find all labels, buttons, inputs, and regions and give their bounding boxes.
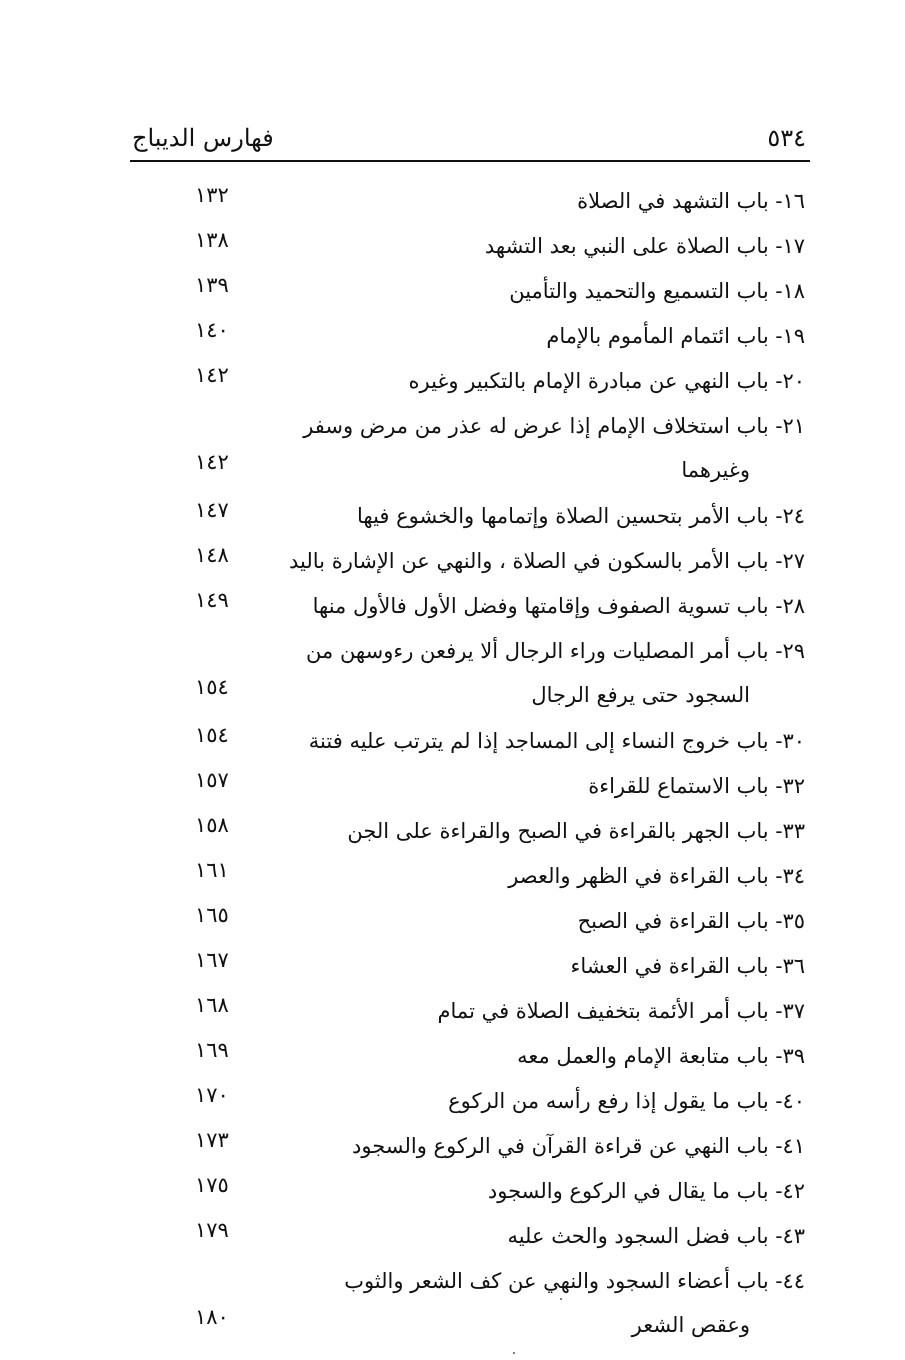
entry-page-number: ١٤٨ <box>195 543 229 567</box>
toc-entry <box>0 1213 905 1258</box>
toc-entry <box>0 898 905 943</box>
toc-entry <box>0 358 905 403</box>
toc-entry <box>0 853 905 898</box>
toc-entry <box>0 313 905 358</box>
entry-title: ٤٣- باب فضل السجود والحث عليه <box>507 1224 805 1248</box>
entry-title: ٣٥- باب القراءة في الصبح <box>577 909 805 933</box>
toc-entry <box>0 403 905 493</box>
running-title: فهارس الديباج <box>132 124 274 152</box>
entry-page-number: ١٦٨ <box>195 993 229 1017</box>
toc-entry <box>0 178 905 223</box>
entry-title: ٣٧- باب أمر الأئمة بتخفيف الصلاة في تمام <box>437 999 805 1023</box>
toc-entry <box>0 1033 905 1078</box>
entry-page-number: ١٧٥ <box>195 1173 229 1197</box>
entry-title: ٣٩- باب متابعة الإمام والعمل معه <box>517 1044 805 1068</box>
entry-title: ٣٠- باب خروج النساء إلى المساجد إذا لم يترتب عليه فتنة <box>308 729 805 753</box>
entry-page-number: ١٦١ <box>195 858 229 882</box>
table-of-contents <box>0 178 905 1348</box>
entry-page-number: ١٥٤ <box>195 723 229 747</box>
entry-title-continuation: وغيرهما <box>681 458 750 482</box>
page-number: ٥٣٤ <box>767 124 806 152</box>
entry-title: ٣٢- باب الاستماع للقراءة <box>588 774 805 798</box>
entry-title: ١٩- باب ائتمام المأموم بالإمام <box>546 324 805 348</box>
entry-page-number: ١٤٧ <box>195 498 229 522</box>
toc-entry <box>0 493 905 538</box>
toc-entry <box>0 943 905 988</box>
entry-page-number: ١٣٨ <box>195 228 229 252</box>
entry-title: ٤٠- باب ما يقول إذا رفع رأسه من الركوع <box>448 1089 805 1113</box>
entry-title: ٤٤- باب أعضاء السجود والنهي عن كف الشعر والثوب <box>344 1269 805 1293</box>
page-header <box>130 120 810 162</box>
entry-title: ٢٨- باب تسوية الصفوف وإقامتها وفضل الأول فالأول منها <box>312 594 805 618</box>
entry-title: ٢٩- باب أمر المصليات وراء الرجال ألا يرفعن رءوسهن من <box>306 639 805 663</box>
entry-title-continuation: وعقص الشعر <box>631 1313 750 1337</box>
entry-page-number: ١٥٧ <box>195 768 229 792</box>
entry-page-number: ١٧٠ <box>195 1083 229 1107</box>
toc-entry <box>0 763 905 808</box>
entry-title: ١٧- باب الصلاة على النبي بعد التشهد <box>484 234 805 258</box>
entry-title-continuation: السجود حتى يرفع الرجال <box>531 683 750 707</box>
entry-page-number: ١٣٩ <box>195 273 229 297</box>
entry-title: ١٦- باب التشهد في الصلاة <box>577 189 805 213</box>
entry-title: ٣٤- باب القراءة في الظهر والعصر <box>508 864 805 888</box>
entry-title: ٣٦- باب القراءة في العشاء <box>570 954 805 978</box>
entry-page-number: ١٤٢ <box>195 450 229 474</box>
toc-entry <box>0 583 905 628</box>
toc-entry <box>0 1168 905 1213</box>
scan-speck <box>560 1298 562 1300</box>
entry-title: ٢٧- باب الأمر بالسكون في الصلاة ، والنهي عن الإشارة باليد <box>289 549 805 573</box>
toc-entry <box>0 223 905 268</box>
entry-title: ٤١- باب النهي عن قراءة القرآن في الركوع والسجود <box>352 1134 805 1158</box>
entry-page-number: ١٤٩ <box>195 588 229 612</box>
entry-page-number: ١٦٩ <box>195 1038 229 1062</box>
entry-title: ٢١- باب استخلاف الإمام إذا عرض له عذر من مرض وسفر <box>303 414 805 438</box>
toc-entry <box>0 628 905 718</box>
entry-title: ٢٠- باب النهي عن مبادرة الإمام بالتكبير وغيره <box>408 369 805 393</box>
entry-page-number: ١٥٨ <box>195 813 229 837</box>
toc-entry <box>0 808 905 853</box>
toc-entry <box>0 268 905 313</box>
scan-speck <box>513 1352 515 1354</box>
entry-page-number: ١٤٠ <box>195 318 229 342</box>
toc-entry <box>0 1123 905 1168</box>
entry-title: ٣٣- باب الجهر بالقراءة في الصبح والقراءة على الجن <box>347 819 805 843</box>
entry-page-number: ١٤٢ <box>195 363 229 387</box>
toc-entry <box>0 1078 905 1123</box>
entry-page-number: ١٧٩ <box>195 1218 229 1242</box>
entry-page-number: ١٦٥ <box>195 903 229 927</box>
entry-page-number: ١٨٠ <box>195 1305 229 1329</box>
toc-entry <box>0 1258 905 1348</box>
toc-entry <box>0 988 905 1033</box>
toc-entry <box>0 718 905 763</box>
entry-page-number: ١٥٤ <box>195 675 229 699</box>
toc-entry <box>0 538 905 583</box>
entry-title: ٤٢- باب ما يقال في الركوع والسجود <box>487 1179 805 1203</box>
entry-page-number: ١٣٢ <box>195 183 229 207</box>
entry-title: ١٨- باب التسميع والتحميد والتأمين <box>509 279 805 303</box>
entry-page-number: ١٧٣ <box>195 1128 229 1152</box>
entry-page-number: ١٦٧ <box>195 948 229 972</box>
entry-title: ٢٤- باب الأمر بتحسين الصلاة وإتمامها والخشوع فيها <box>357 504 805 528</box>
